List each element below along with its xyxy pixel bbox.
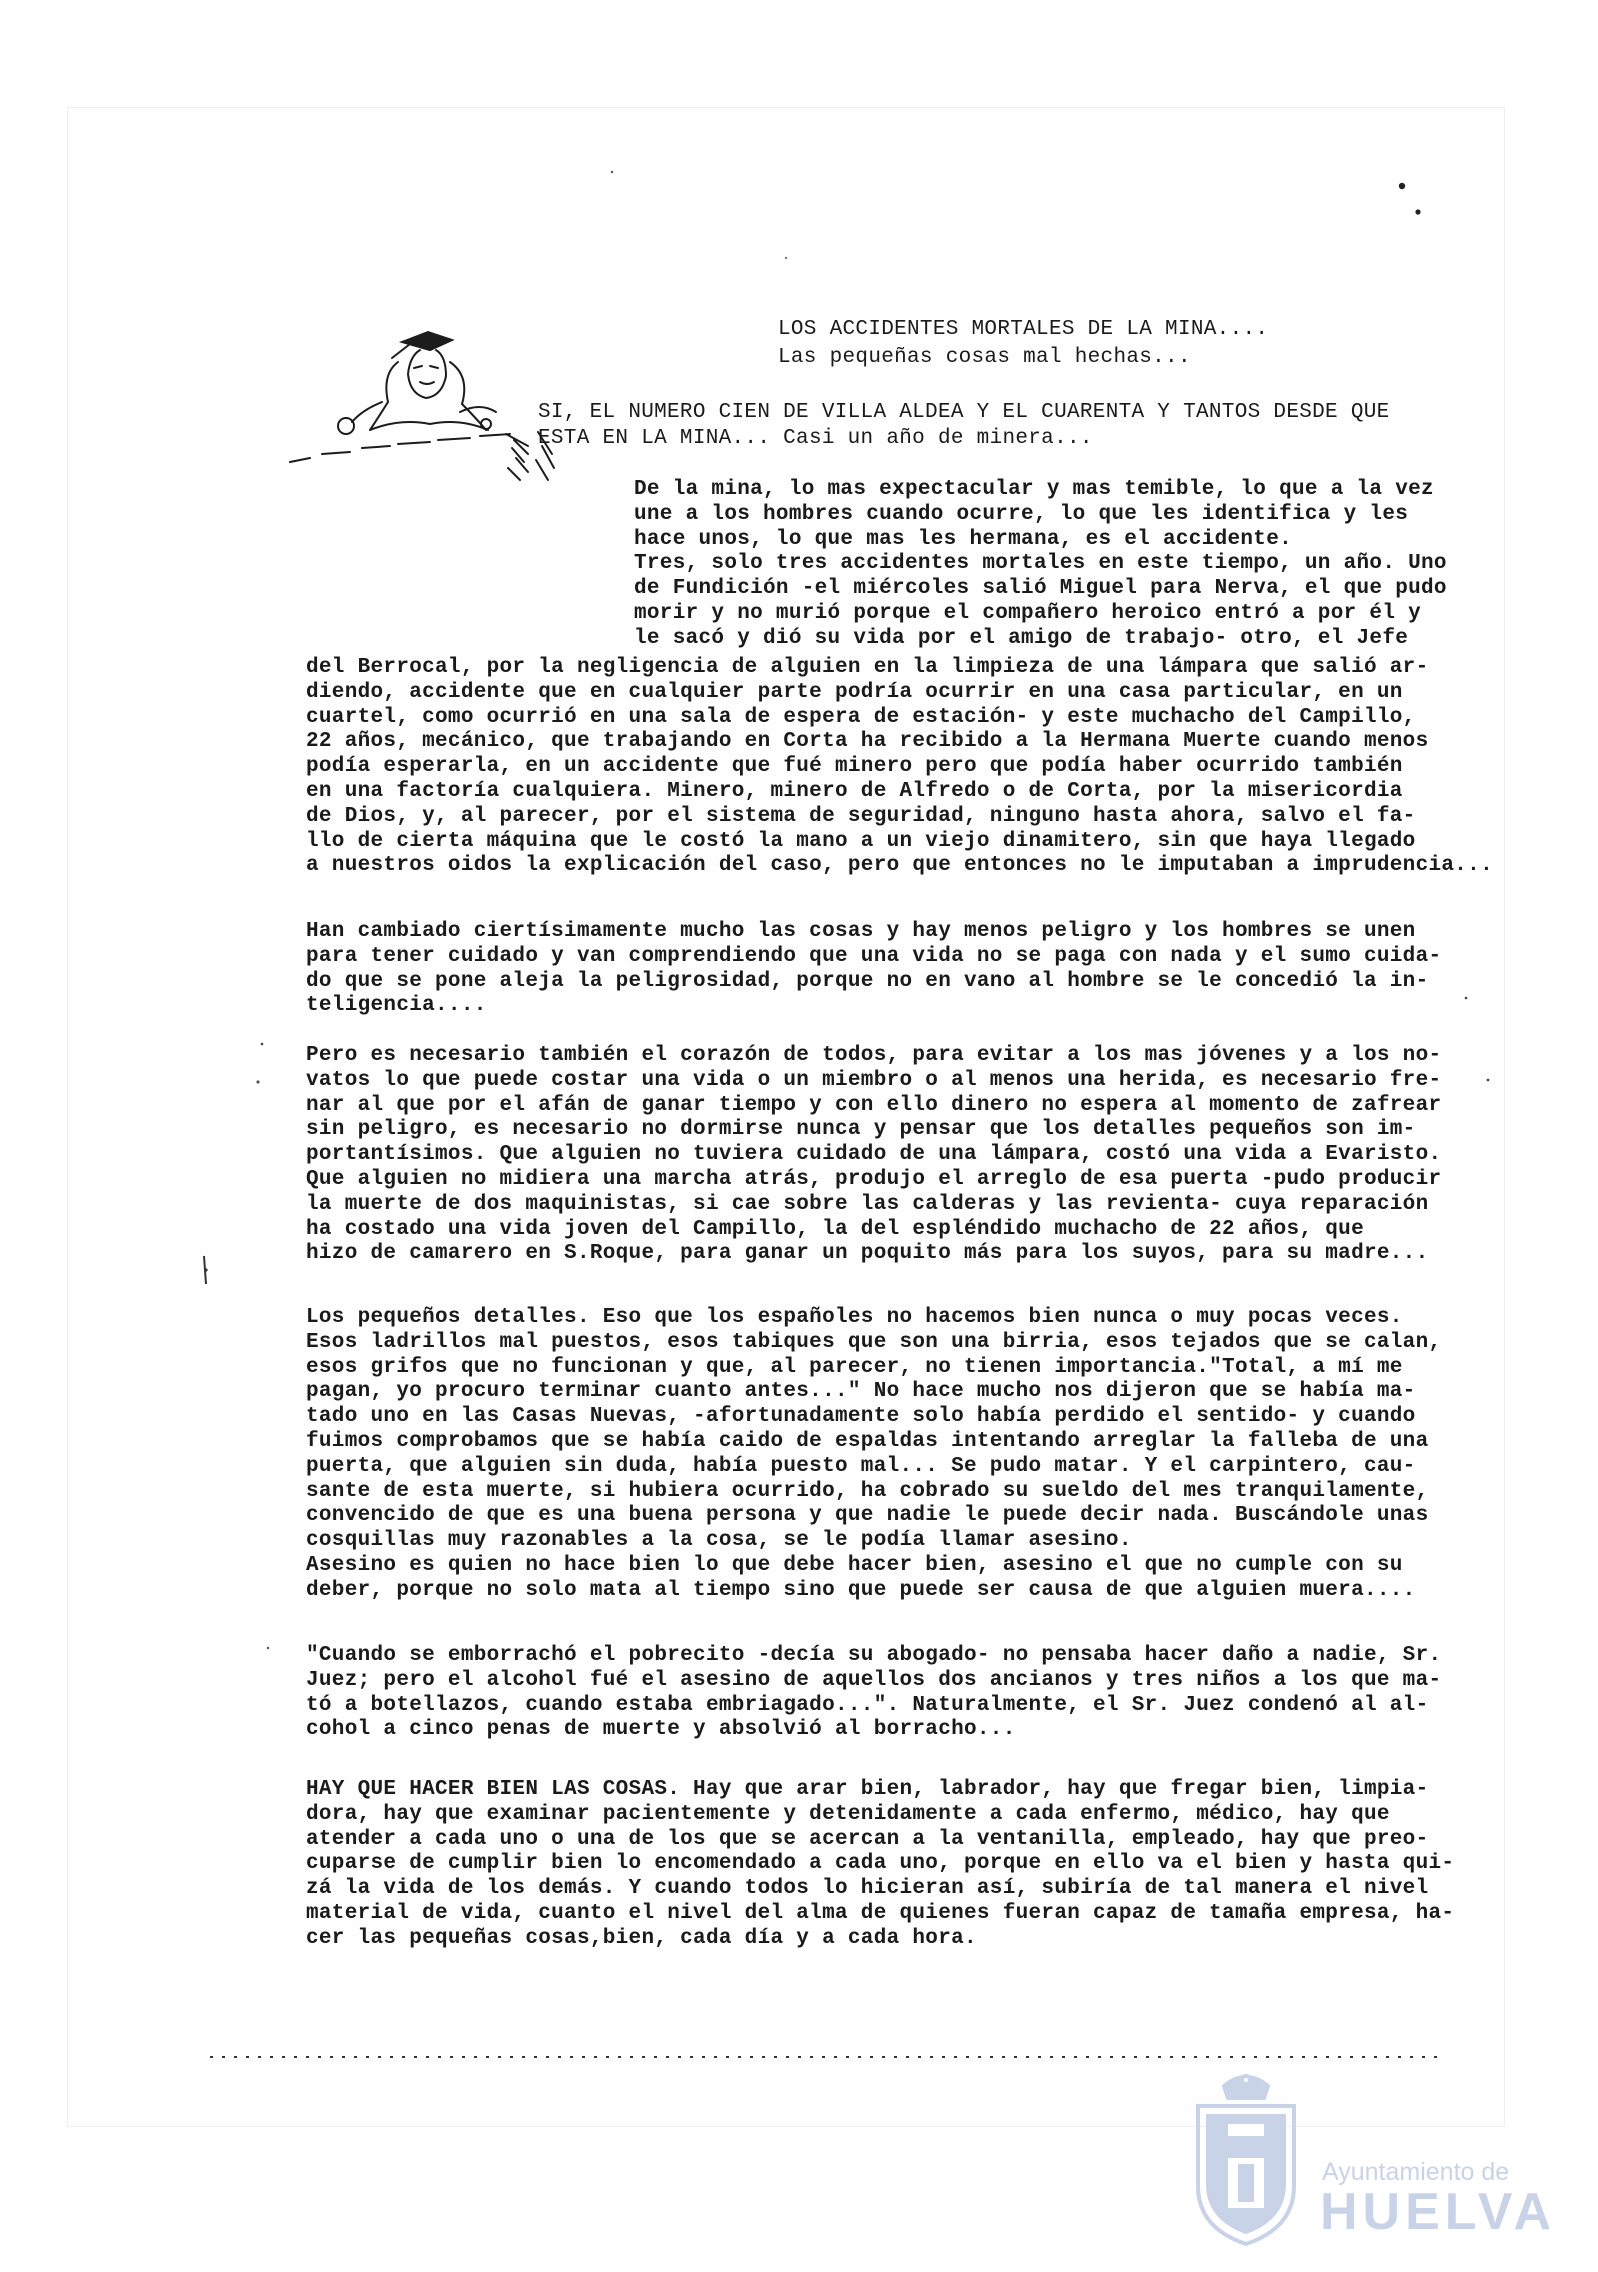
paragraph-5: "Cuando se emborrachó el pobrecito -decía su abogado- no pensaba hacer daño a nadie, Sr. Juez; pero el alcohol fué el asesino de aquellos dos ancianos y tres niños a los que ma- tó a botellazos, cuando estaba embriagado...". Naturalmente, el Sr. Juez condenó al al- cohol a cinco penas de muerte y absolvió al borracho... [306,1644,1442,1742]
document-subtitle: Las pequeñas cosas mal hechas... [778,346,1191,369]
watermark-line2: HUELVA [1320,2183,1557,2241]
watermark-logo [1184,2068,1557,2248]
paragraph-1: del Berrocal, por la negligencia de alguien en la limpieza de una lámpara que salió ar- diendo, accidente que en cualquier parte podría ocurrir en una casa particular, en un cuartel, como ocurrió en una sala de espera de estación- y este muchacho del Campillo, 22 años, mecánico, que trabajando en Corta ha recibido a la Hermana Muerte cuando menos podía esperarla, en un accidente que fué minero pero que podía haber ocurrido también en una factoría cualquiera. Minero, minero de Alfredo o de Corta, por la misericordia de Dios, y, al parecer, por el sistema de seguridad, ninguno hasta ahora, salvo el fa- llo de cierta máquina que le costó la mano a un viejo dinamitero, sin que haya llegado a nuestros oidos la explicación del caso, pero que entonces no le imputaban a imprudencia... [306,656,1493,878]
paragraph-6: HAY QUE HACER BIEN LAS COSAS. Hay que arar bien, labrador, hay que fregar bien, limpia- dora, hay que examinar pacientemente y detenidamente a cada enfermo, médico, hay que atender a cada uno o una de los que se acercan a la ventanilla, empleado, hay que preo- cuparse de cumplir bien lo encomendado a cada uno, porque en ello va el bien y hasta qui- zá la vida de los demás. Y cuando todos lo hicieran así, subiría de tal manera el nivel material de vida, cuanto el nivel del alma de quienes fueran capaz de tamaña empresa, ha- cer las pequeñas cosas,bien, cada día y a cada hora. [306,1778,1455,1950]
paragraph-3: Pero es necesario también el corazón de todos, para evitar a los mas jóvenes y a los no- vatos lo que puede costar una vida o un miembro o al menos una herida, es necesario fre- nar al que por el afán de ganar tiempo y con ello dinero no espera al momento de zafrear sin peligro, es necesario no dormirse nunca y pensar que los detalles pequeños son im- portantísimos. Que alguien no tuviera cuidado de una lámpara, costó una vida a Evaristo. Que alguien no midiera una marcha atrás, produjo el arreglo de esa puerta -pudo producir la muerte de dos maquinistas, si cae sobre las calderas y las revienta- cuya reparación ha costado una vida joven del Campillo, la del espléndido muchacho de 22 años, que hizo de camarero en S.Roque, para ganar un poquito más para los suyos, para su madre... [306,1044,1442,1266]
document-title: LOS ACCIDENTES MORTALES DE LA MINA.... [778,318,1269,341]
footer-dotted-rule [210,2054,1440,2060]
paragraph-2: Han cambiado ciertísimamente mucho las cosas y hay menos peligro y los hombres se unen para tener cuidado y van comprendiendo que una vida no se paga con nada y el sumo cuida- do que se pone aleja la peligrosidad, porque no en vano al hombre se le concedió la in- teligencia.... [306,920,1442,1018]
huelva-coat-of-arms-icon [1184,2068,1308,2248]
paragraph-intro: De la mina, lo mas expectacular y mas temible, lo que a la vez une a los hombres cuando ocurre, lo que les identifica y les hace unos, lo que mas les hermana, es el accidente. Tres, solo tres accidentes mortales en este tiempo, un año. Uno de Fundición -el miércoles salió Miguel para Nerva, el que pudo morir y no murió porque el compañero heroico entró a por él y le sacó y dió su vida por el amigo de trabajo- otro, el Jefe [634,478,1447,650]
paragraph-4: Los pequeños detalles. Eso que los españoles no hacemos bien nunca o muy pocas veces. Esos ladrillos mal puestos, esos tabiques que son una birria, esos tejados que se calan, esos grifos que no funcionan y que, al parecer, no tienen importancia."Total, a mí me pagan, yo procuro terminar cuanto antes..." No hace mucho nos dijeron que se había ma- tado uno en las Casas Nuevas, -afortunadamente solo había perdido el sentido- y cuando fuimos comprobamos que se había caido de espaldas intentando arreglar la falleba de una puerta, que alguien sin duda, había puesto mal... Se pudo matar. Y el carpintero, cau- sante de esta muerte, si hubiera ocurrido, ha cobrado su sueldo del mes tranquilamente, convencido de que es una buena persona y que nadie le puede decir nada. Buscándole unas cosquillas muy razonables a la cosa, se le podía llamar asesino. Asesino es quien no hace bien lo que debe hacer bien, asesino el que no cumple con su deber, porque no solo mata al tiempo sino que puede ser causa de que alguien muera.... [306,1306,1442,1602]
document-headline: SI, EL NUMERO CIEN DE VILLA ALDEA Y EL CUARENTA Y TANTOS DESDE QUE ESTA EN LA MINA... Casi un año de minera... [538,401,1390,450]
watermark-line1: Ayuntamiento de [1322,2158,1510,2186]
